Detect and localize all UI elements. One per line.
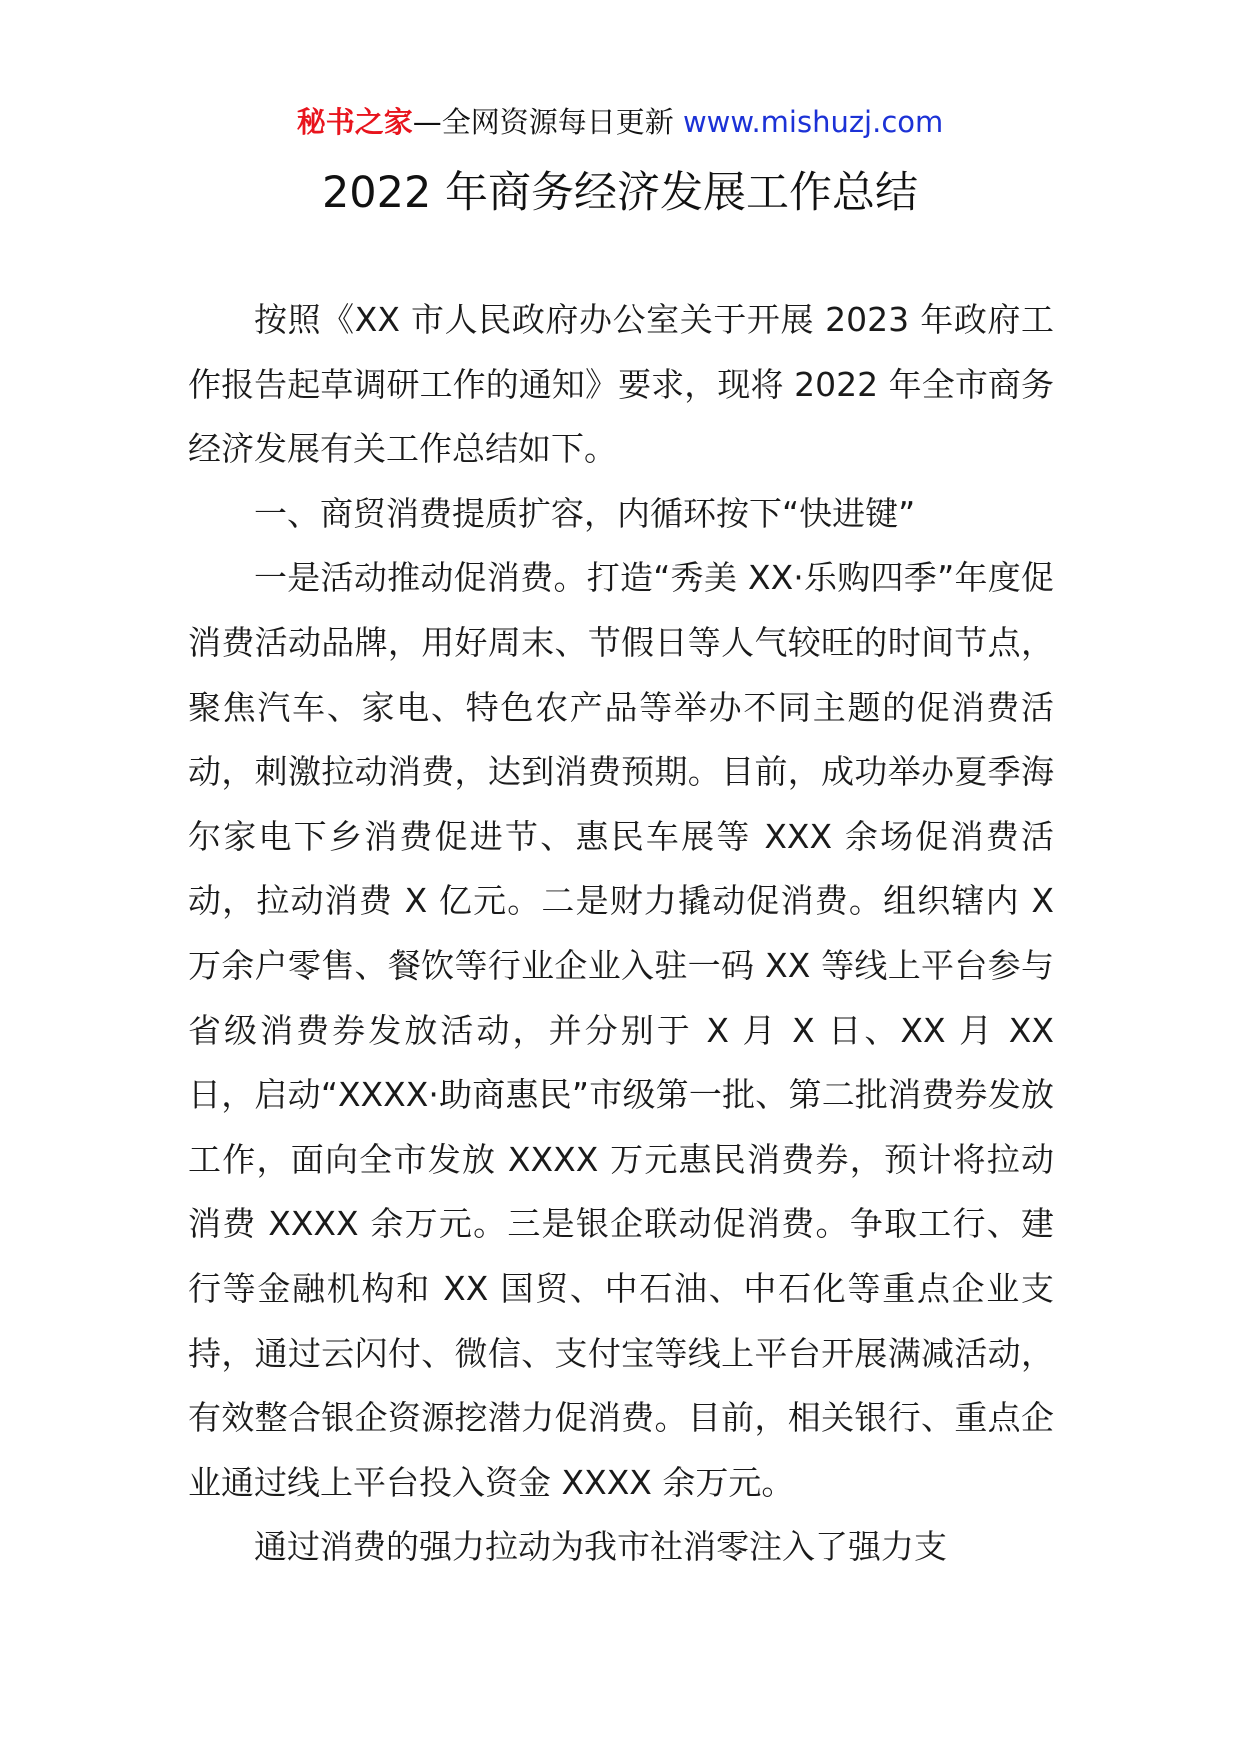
document-body [188,288,1054,1580]
banner-slogan: —全网资源每日更新 [412,105,683,139]
intro-paragraph: 按照《XX 市人民政府办公室关于开展 2023 年政府工作报告起草调研工作的通知》要求，现将 2022 年全市商务经济发展有关工作总结如下。 [188,300,1054,469]
banner-url-link[interactable]: www.mishuzj.com [682,105,944,139]
site-banner [0,100,1240,144]
body-paragraph: 一是活动推动促消费。打造“秀美 XX·乐购四季”年度促消费活动品牌，用好周末、节假日等人气较旺的时间节点，聚焦汽车、家电、特色农产品等举办不同主题的促消费活动，刺激拉动消费，达到消费预期。目前，成功举办夏季海尔家电下乡消费促进节、惠民车展等 XXX 余场促消费活动，拉动消费 X 亿元。二是财力撬动促消费。组织辖内 X 万余户零售、餐饮等行业企业入驻一码 XX 等线上平台参与省级消费券发放活动，并分别于 X 月 X 日、XX 月 XX 日，启动“XXXX·助商惠民”市级第一批、第二批消费券发放工作，面向全市发放 XXXX 万元惠民消费券，预计将拉动消费 XXXX 余万元。三是银企联动促消费。争取工行、建行等金融机构和 XX 国贸、中石油、中石化等重点企业支持，通过云闪付、微信、支付宝等线上平台开展满减活动，有效整合银企资源挖潜力促消费。目前，相关银行、重点企业通过线上平台投入资金 XXXX 余万元。 [188,558,1054,1502]
body-paragraph-continued: 通过消费的强力拉动为我市社消零注入了强力支 [254,1527,947,1567]
banner-brand: 秘书之家 [296,105,413,139]
section-heading: 一、商贸消费提质扩容，内循环按下“快进键” [254,493,916,533]
document-title: 2022 年商务经济发展工作总结 [321,168,919,218]
